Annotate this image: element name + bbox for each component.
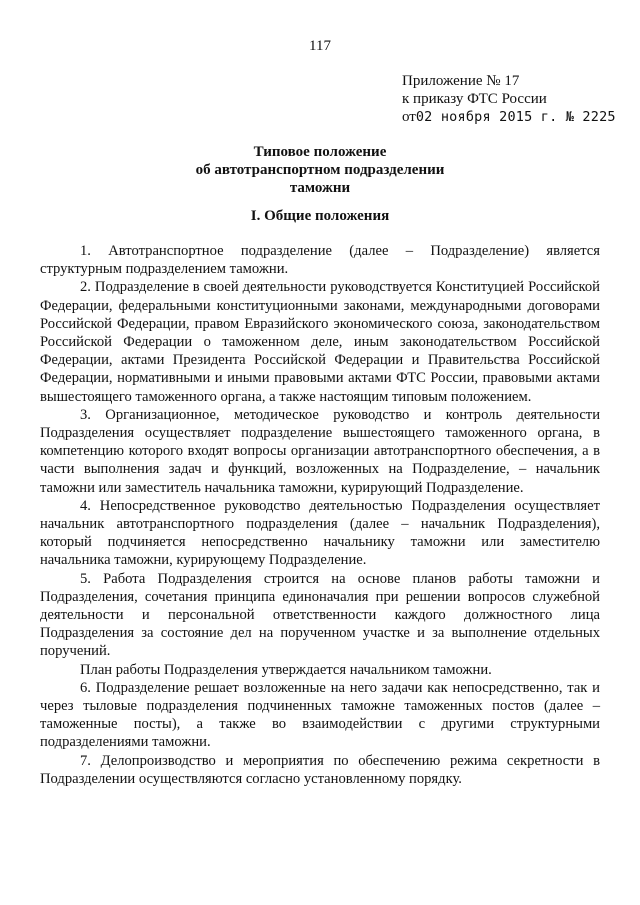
appendix-order-date [402, 108, 616, 126]
section-heading: I. Общие положения [250, 208, 390, 224]
appendix-number: Приложение № 17 [402, 73, 520, 89]
paragraph-5-continuation: План работы Подразделения утверждается начальником таможни. [80, 661, 492, 678]
paragraph-5: 5. Работа Подразделения строится на основе планов работы таможни и Подразделения, сочетания принципа единоначалия при решении вопросов служебной деятельности и персональной ответственности каждого должностного лица Подразделения за состояние дел на порученном участке и за выполнение отдельных поручений. [40, 570, 600, 660]
title-line-2: об автотранспортном подразделении [195, 162, 445, 178]
paragraph-6: 6. Подразделение решает возложенные на него задачи как непосредственно, так и через тыловые подразделения подчиненных таможне таможенных постов (далее – таможенные посты), а также во взаимодействии с другими структурными подразделениями таможни. [40, 679, 600, 751]
paragraph-1: 1. Автотранспортное подразделение (далее – Подразделение) является структурным подразделением таможни. [40, 243, 600, 278]
order-date-prefix: от [402, 109, 416, 125]
page-number: 117 [309, 38, 331, 54]
appendix-order-reference: к приказу ФТС России [402, 91, 547, 107]
document-body [40, 242, 600, 788]
paragraph-4: 4. Непосредственное руководство деятельностью Подразделения осуществляет начальник автотранспортного подразделения (далее – начальник Подразделения), который подчиняется непосредственно начальнику таможни или заместителю начальника таможни, курирующему Подразделение. [40, 497, 600, 569]
title-line-1: Типовое положение [253, 144, 387, 160]
paragraph-7: 7. Делопроизводство и мероприятия по обеспечению режима секретности в Подразделении осуществляются согласно установленному порядку. [40, 752, 600, 787]
title-line-3: таможни [289, 180, 351, 196]
document-title [0, 143, 640, 197]
paragraph-2: 2. Подразделение в своей деятельности руководствуется Конституцией Российской Федерации, федеральными конституционными законами, международными договорами Российской Федерации, правом Евразийского экономического союза, законодательством Российской Федерации о таможенном деле, иным законодательством Российской Федерации, актами Президента Российской Федерации и Правительства Российской Федерации, нормативными и иными правовыми актами ФТС России, правовыми актами вышестоящего таможенного органа, а также настоящим типовым положением. [40, 279, 600, 405]
appendix-block [402, 72, 616, 126]
order-date-stamp: 02 ноября 2015 г. № 2225 [415, 109, 616, 125]
paragraph-3: 3. Организационное, методическое руководство и контроль деятельности Подразделения осуществляет подразделение вышестоящего таможенного органа, в компетенцию которого входят вопросы организации автотранспортного обеспечения, а в части выполнения задач и функций, возложенных на Подразделение, – начальник таможни или заместитель начальника таможни, курирующий Подразделение. [40, 406, 600, 496]
